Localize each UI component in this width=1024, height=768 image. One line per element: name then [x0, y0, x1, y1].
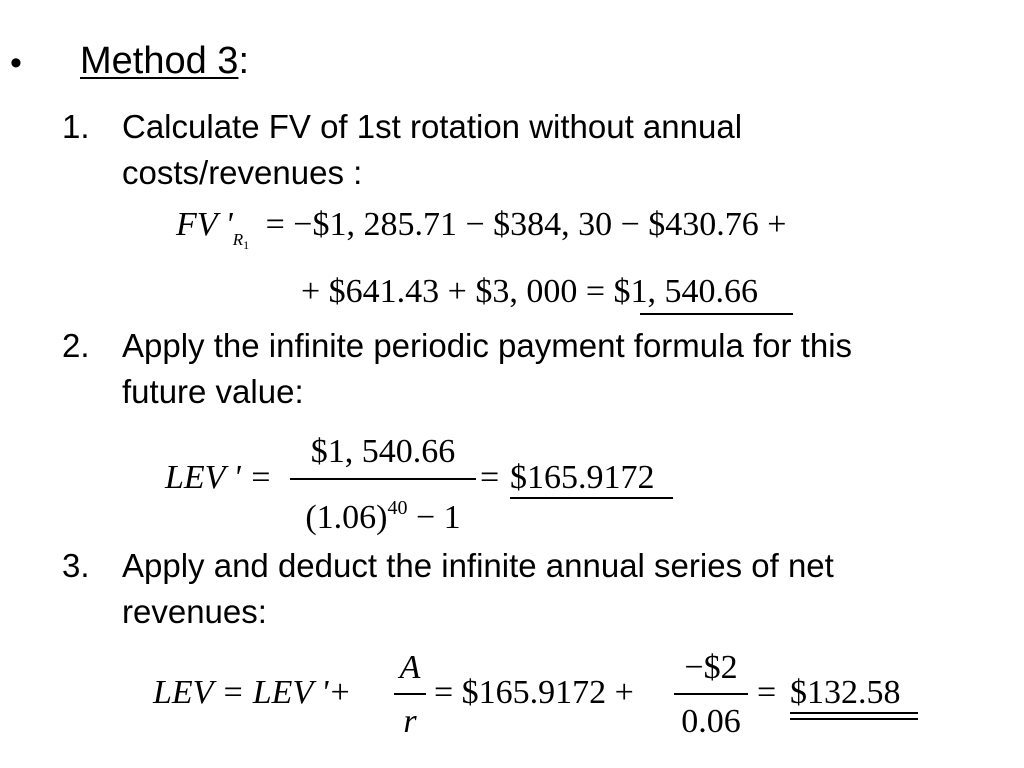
- eq1-line-2: [301, 272, 758, 312]
- eq3-fraction-1-denominator: r: [403, 703, 417, 740]
- eq1-lhs-subscript-index: 1: [243, 238, 250, 252]
- eq3-fraction-1-bar: [394, 693, 426, 695]
- slide-heading: [80, 38, 249, 84]
- eq3-middle: = $165.9172 +: [434, 674, 634, 711]
- step-1-line-1: Calculate FV of 1st rotation without annual: [122, 108, 743, 145]
- eq3-fraction-1-numerator: A: [399, 649, 421, 686]
- eq1-line-1-rhs: = −$1, 285.71 − $384, 30 − $430.76 +: [265, 206, 787, 243]
- eq2-numerator: $1, 540.66: [310, 433, 456, 470]
- eq1-line-1: [176, 205, 786, 265]
- eq2-lhs: LEV ' =: [165, 459, 273, 496]
- eq2-fraction-bar: [290, 478, 476, 480]
- heading-text: Method 3: [80, 40, 239, 82]
- step-1-number: 1.: [62, 108, 90, 145]
- eq2-denominator-exponent: 40: [387, 497, 408, 519]
- step-3-line-2: revenues:: [122, 593, 267, 630]
- step-3-line-1: Apply and deduct the infinite annual series of net: [122, 547, 834, 584]
- eq1-lhs-subscript: R: [232, 230, 244, 249]
- eq2-denominator-tail: − 1: [407, 499, 461, 536]
- step-2-line-1: Apply the infinite periodic payment formula for this: [122, 327, 853, 364]
- eq1-result: $1, 540.66: [613, 273, 759, 310]
- heading-colon: :: [238, 40, 250, 82]
- step-3-number: 3.: [62, 547, 90, 584]
- eq3-result: $132.58: [790, 674, 901, 711]
- eq3-equals: =: [757, 674, 777, 711]
- eq3-result-underline-2: [790, 718, 918, 720]
- eq2-denominator: [288, 488, 478, 538]
- eq1-line-2-terms: + $641.43 + $3, 000 =: [301, 273, 614, 310]
- step-2-number: 2.: [62, 327, 90, 364]
- eq1-lhs: FV ': [176, 206, 233, 243]
- eq1-result-underline: [640, 313, 793, 315]
- eq3-fraction-2-numerator: −$2: [684, 649, 738, 686]
- eq2-equals: =: [480, 459, 500, 496]
- step-1-line-2: costs/revenues :: [122, 154, 363, 191]
- eq3-lhs: LEV = LEV '+: [153, 674, 352, 711]
- bullet-dot: •: [10, 44, 22, 82]
- step-2-line-2: future value:: [122, 373, 304, 410]
- eq3-fraction-2-denominator: 0.06: [681, 703, 741, 740]
- eq2-result-underline: [510, 497, 673, 499]
- eq2-denominator-base: (1.06): [305, 499, 388, 536]
- eq3-fraction-2-bar: [674, 693, 748, 695]
- eq3-result-underline-1: [790, 712, 918, 714]
- eq2-result: $165.9172: [510, 459, 655, 496]
